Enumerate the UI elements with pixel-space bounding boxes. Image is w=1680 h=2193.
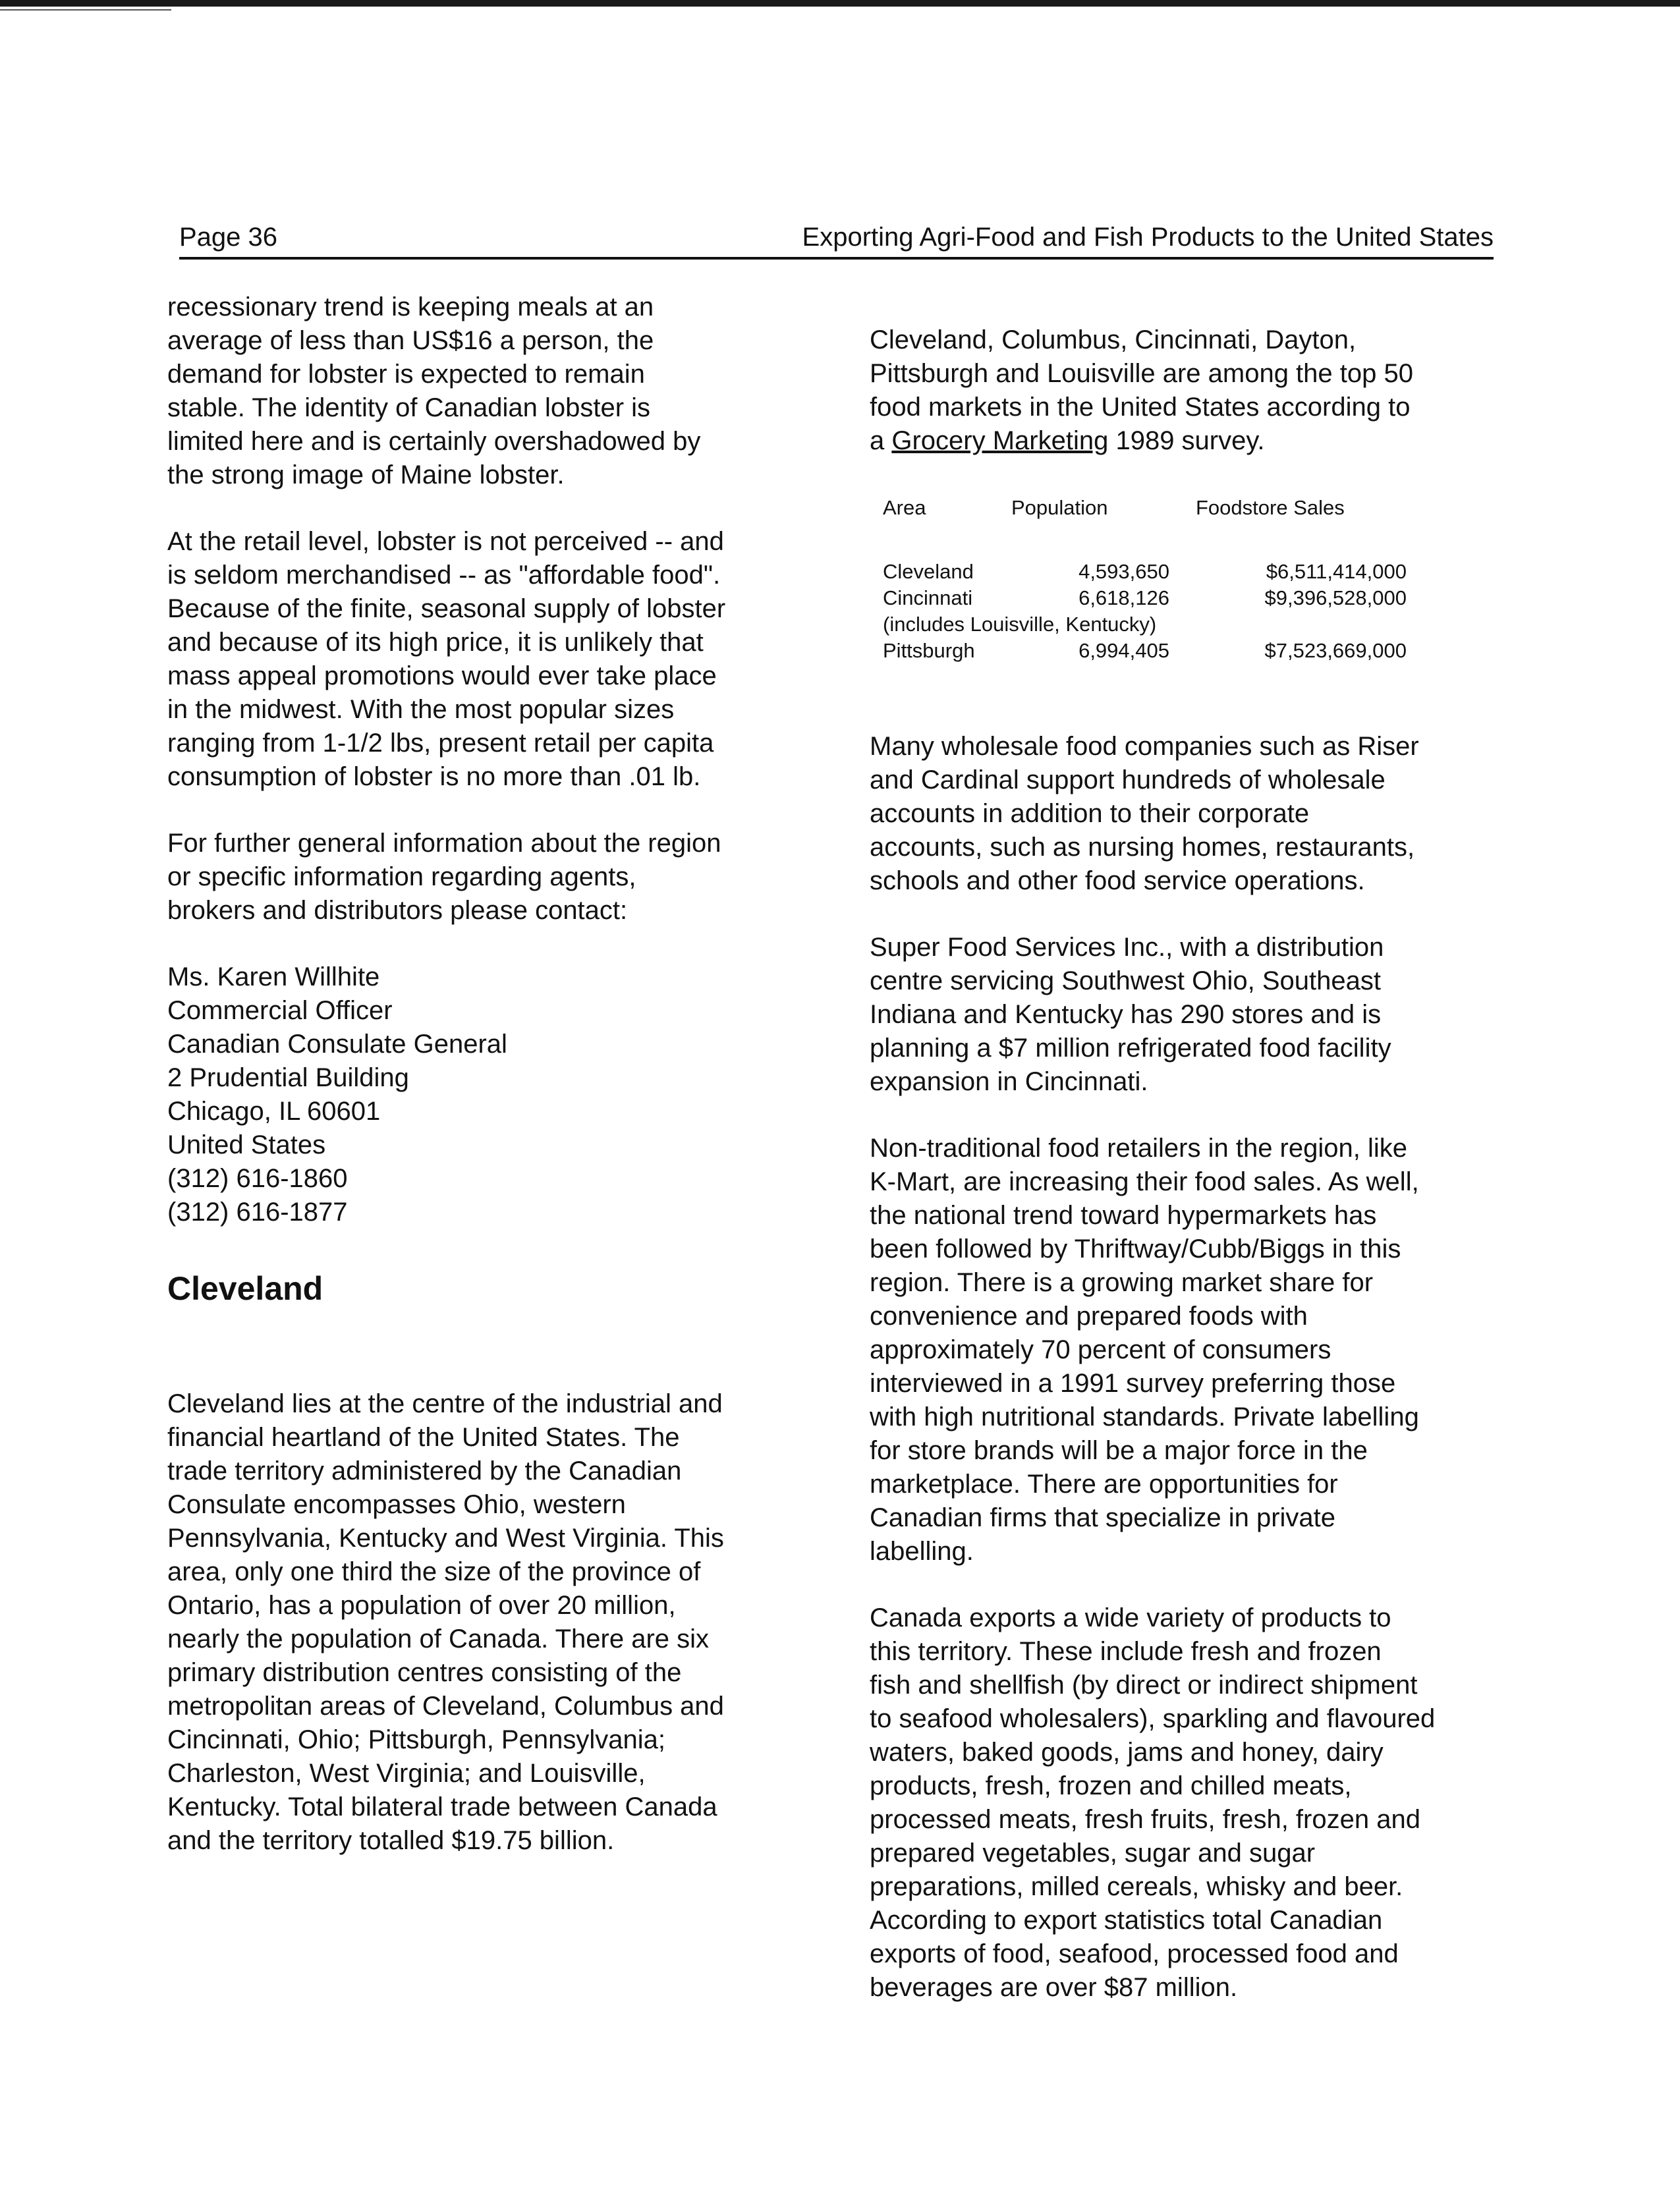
population-cell: 6,618,126: [1078, 586, 1169, 609]
scan-edge: [0, 0, 1680, 7]
population-cell: 4,593,650: [1078, 560, 1169, 583]
contact-intro-paragraph: For further general information about the region or specific information regarding agents, brokers and distributors please contact:: [167, 829, 721, 925]
sales-cell: $6,511,414,000: [1266, 560, 1407, 583]
column-header-foodstore-sales: Foodstore Sales: [1196, 496, 1345, 519]
food-markets-table: [883, 491, 1407, 664]
table-header-row: [883, 491, 1407, 559]
section-heading-cleveland: Cleveland: [167, 1270, 323, 1307]
sales-cell: $7,523,669,000: [1264, 639, 1407, 662]
page-header: [179, 223, 1494, 260]
table-row: [883, 559, 1407, 585]
area-cell: Pittsburgh: [883, 639, 975, 662]
food-markets-intro: [870, 323, 1502, 458]
table-note-row: [883, 611, 1407, 638]
cleveland-overview-paragraph: Cleveland lies at the centre of the industrial and financial heartland of the United States. The trade territory administered by the Canadian Consulate encompasses Ohio, western Pennsylvania, Kentucky and West Virginia. This area, only one third the size of the province of Ontario, has a population of over 20 million, nearly the population of Canada. There are six primary distribution centres consisting of the metropolitan areas of Cleveland, Columbus and Cincinnati, Ohio; Pittsburgh, Pennsylvania; Charleston, West Virginia; and Louisville, Kentucky. Total bilateral trade between Canada and the territory totalled $19.75 billion.: [167, 1389, 724, 1855]
super-food-services-paragraph: Super Food Services Inc., with a distribution centre servicing Southwest Ohio, Southeast Indiana and Kentucky has 290 stores and is planning a $7 million refrigerated food facility expansion in Cincinnati.: [870, 933, 1391, 1096]
table-note: (includes Louisville, Kentucky): [883, 613, 1157, 636]
retail-level-paragraph: At the retail level, lobster is not perceived -- and is seldom merchandised -- as "affordable food". Because of the finite, seasonal supply of lobster and because of its high price, it is unlikely that mass appeal promotions would ever take place in the midwest. With the most popular sizes ranging from 1-1/2 lbs, present retail per capita consumption of lobster is no more than .01 lb.: [167, 527, 726, 791]
area-cell: Cincinnati: [883, 586, 973, 609]
non-traditional-retailers-paragraph: Non-traditional food retailers in the region, like K-Mart, are increasing their food sales. As well, the national trend toward hypermarkets has been followed by Thriftway/Cubb/Biggs in this region. There is a growing market share for convenience and prepared foods with approximately 70 percent of consumers interviewed in a 1991 survey preferring those with high nutritional standards. Private labelling for store brands will be a major force in the marketplace. There are opportunities for Canadian firms that specialize in private labelling.: [870, 1134, 1419, 1566]
running-title: Exporting Agri-Food and Fish Products to the United States: [802, 223, 1494, 252]
lobster-demand-paragraph: recessionary trend is keeping meals at an average of less than US$16 a person, the demand for lobster is expected to remain stable. The identity of Canadian lobster is limited here and is certainly overshadowed by the strong image of Maine lobster.: [167, 292, 701, 489]
wholesale-companies-paragraph: Many wholesale food companies such as Riser and Cardinal support hundreds of wholesale accounts in addition to their corporate accounts, such as nursing homes, restaurants, schools and other food service operations.: [870, 732, 1419, 895]
area-cell: Cleveland: [883, 560, 974, 583]
column-header-population: Population: [1011, 496, 1108, 519]
page-number: Page 36: [179, 223, 278, 252]
column-header-area: Area: [883, 496, 926, 519]
left-column: [167, 291, 800, 1891]
intro-text-a: Cleveland, Columbus, Cincinnati, Dayton, Pittsburgh and Louisville are among the top 50 food markets in the United States according to a: [870, 325, 1413, 455]
sales-cell: $9,396,528,000: [1264, 586, 1407, 609]
population-cell: 6,994,405: [1078, 639, 1169, 662]
contact-address: Ms. Karen Willhite Commercial Officer Canadian Consulate General 2 Prudential Building Chicago, IL 60601 United States (312) 616-1860 (312) 616-1877: [167, 962, 507, 1227]
publication-title: Grocery Marketing: [891, 426, 1109, 455]
canada-exports-paragraph: Canada exports a wide variety of products to this territory. These include fresh and frozen fish and shellfish (by direct or indirect shipment to seafood wholesalers), sparkling and flavoured waters, baked goods, jams and honey, dairy products, fresh, frozen and chilled meats, processed meats, fresh fruits, fresh, frozen and prepared vegetables, sugar and sugar preparations, milled cereals, whisky and beer. According to export statistics total Canadian exports of food, seafood, processed food and beverages are over $87 million.: [870, 1603, 1436, 2002]
intro-text-b: 1989 survey.: [1108, 426, 1265, 455]
table-row: [883, 585, 1407, 611]
scan-edge-mark: [0, 9, 171, 11]
table-row: [883, 638, 1407, 664]
right-column: [870, 323, 1502, 2038]
